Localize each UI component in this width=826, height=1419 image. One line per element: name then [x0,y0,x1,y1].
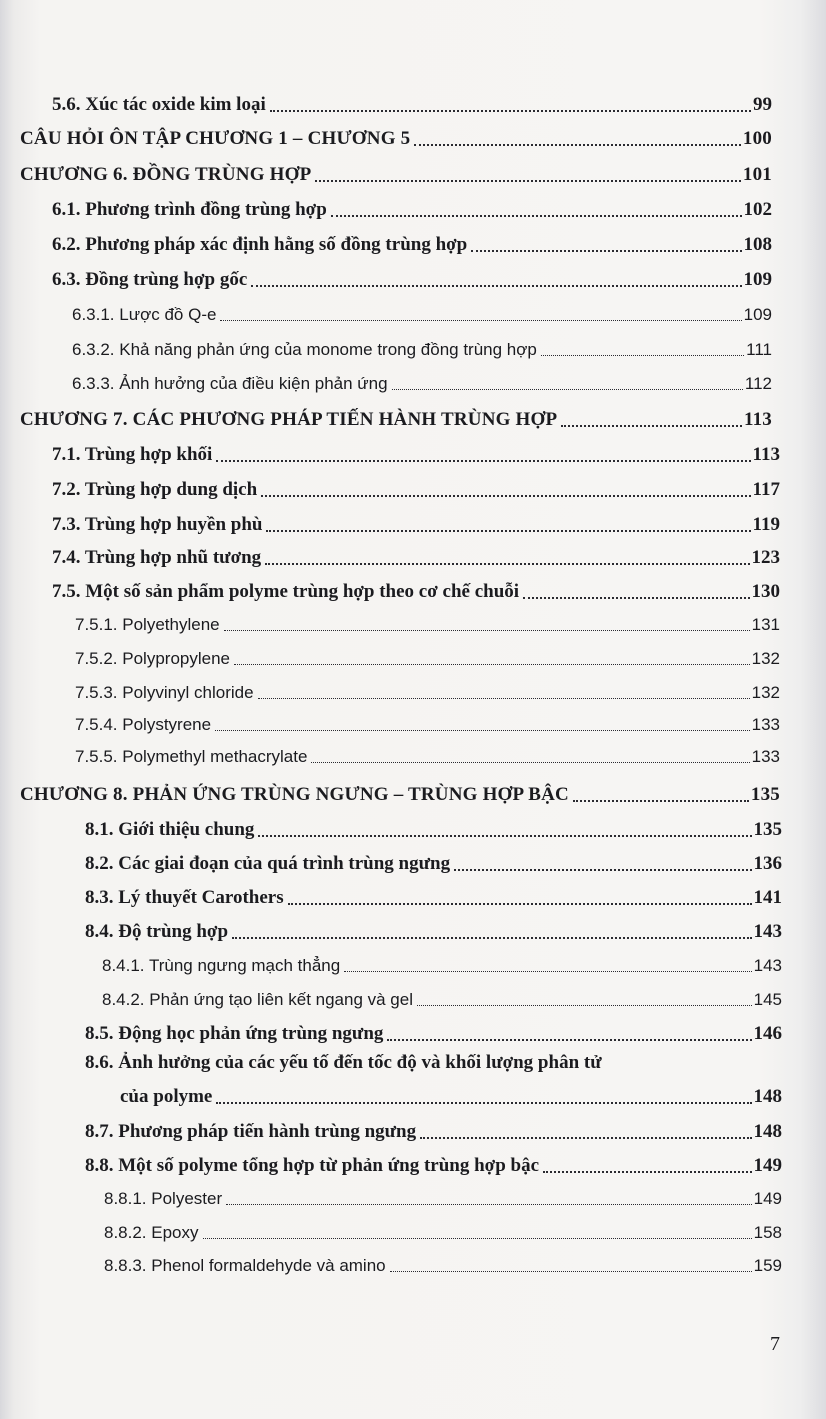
toc-entry-label: 8.2. Các giai đoạn của quá trình trùng ngưng [85,853,451,874]
toc-entry[interactable] [85,881,782,909]
toc-entry[interactable] [52,438,780,466]
toc-entry-page: 141 [753,887,782,908]
toc-entry[interactable] [75,642,780,670]
leader-dots [331,203,742,217]
leader-dots [390,1259,752,1272]
toc-entry-label: 6.3.3. Ảnh hưởng của điều kiện phản ứng [72,374,388,393]
toc-entry-label: 8.8. Một số polyme tổng hợp từ phản ứng trùng hợp bậc [85,1155,540,1176]
toc-entry[interactable] [52,88,772,116]
toc-entry-page: 136 [753,853,782,874]
toc-entry-page: 130 [751,581,780,602]
toc-entry-label: 7.5.5. Polymethyl methacrylate [75,747,308,766]
toc-entry-page: 100 [742,128,772,149]
leader-dots [270,98,751,112]
toc-entry-label: 7.5. Một số sản phẩm polyme trùng hợp theo cơ chế chuỗi [52,581,520,602]
leader-dots [392,377,743,390]
leader-dots [543,1159,751,1173]
toc-entry[interactable] [75,676,780,704]
toc-entry-label: 8.8.2. Epoxy [104,1223,199,1242]
leader-dots [266,518,750,532]
leader-dots [215,718,750,731]
toc-entry[interactable] [75,608,780,636]
leader-dots [288,891,752,905]
toc-entry-page: 132 [751,683,780,702]
leader-dots [420,1125,751,1139]
toc-entry-page: 158 [753,1223,782,1242]
toc-entry-label: 6.3.1. Lược đồ Q-e [72,305,217,324]
toc-entry[interactable] [75,740,780,768]
toc-entry[interactable] [20,403,772,431]
toc-entry-label: của polyme [120,1086,213,1107]
leader-dots [234,652,750,665]
toc-entry-label: 6.1. Phương trình đồng trùng hợp [52,199,327,220]
leader-dots [203,1226,752,1239]
toc-entry-label: 8.1. Giới thiệu chung [85,819,255,840]
toc-entry[interactable] [52,193,772,221]
leader-dots [541,343,744,356]
toc-entry-label: 8.3. Lý thuyết Carothers [85,887,284,908]
toc-entry-page: 102 [743,199,772,220]
toc-entry[interactable] [104,1216,782,1244]
toc-entry-page: 149 [753,1155,782,1176]
page-number: 7 [770,1333,780,1355]
leader-dots [573,788,749,802]
toc-entry[interactable] [102,983,782,1011]
toc-entry[interactable] [85,813,782,841]
toc-entry[interactable] [102,949,782,977]
leader-dots [216,1090,751,1104]
toc-entry-page: 159 [753,1256,782,1275]
toc-entry-label: 7.5.4. Polystyrene [75,715,212,734]
toc-entry[interactable] [72,333,772,361]
toc-entry-page: 111 [746,340,772,359]
toc-entry[interactable] [85,847,782,875]
toc-entry-page: 145 [753,990,782,1009]
leader-dots [232,925,751,939]
toc-entry-page: 109 [743,305,772,324]
toc-entry[interactable] [85,1115,782,1143]
leader-dots [414,132,741,146]
toc-entry-label: 7.3. Trùng hợp huyền phù [52,514,263,535]
toc-entry-label: 7.1. Trùng hợp khối [52,444,213,465]
toc-entry[interactable] [52,263,772,291]
toc-entry-label: 7.5.2. Polypropylene [75,649,230,668]
toc-entry[interactable] [72,298,772,326]
toc-entry-page: 146 [753,1023,782,1044]
leader-dots [265,551,749,565]
toc-entry-label: 7.2. Trùng hợp dung dịch [52,479,258,500]
toc-entry-label: CÂU HỎI ÔN TẬP CHƯƠNG 1 – CHƯƠNG 5 [20,128,411,149]
leader-dots [344,959,751,972]
toc-entry[interactable] [75,708,780,736]
toc-entry-label: 8.8.3. Phenol formaldehyde và amino [104,1256,386,1275]
toc-entry-label: 7.5.3. Polyvinyl chloride [75,683,254,702]
toc-entry-label: 6.2. Phương pháp xác định hằng số đồng trùng hợp [52,234,468,255]
toc-entry-page: 132 [751,649,780,668]
leader-dots [261,483,750,497]
toc-entry[interactable] [85,1149,782,1177]
toc-entry[interactable] [52,575,780,603]
leader-dots [454,857,751,871]
toc-entry-label: 8.7. Phương pháp tiến hành trùng ngưng [85,1121,417,1142]
toc-entry[interactable] [52,508,780,536]
toc-entry[interactable] [85,1017,782,1045]
toc-entry-label-line1: 8.6. Ảnh hưởng của các yếu tố đến tốc độ và khối lượng phân tử [85,1052,602,1073]
toc-entry-page: 131 [751,615,780,634]
toc-entry-label: 8.4.1. Trùng ngưng mạch thẳng [102,956,341,975]
toc-entry[interactable] [52,228,772,256]
toc-entry-page: 109 [743,269,772,290]
leader-dots [258,823,751,837]
leader-dots [258,686,750,699]
toc-entry-page: 99 [753,94,772,115]
toc-entry-page: 135 [750,784,780,805]
leader-dots [216,448,750,462]
leader-dots [220,308,741,321]
toc-entry[interactable] [85,915,782,943]
toc-entry[interactable] [104,1249,782,1277]
toc-entry[interactable] [120,1080,782,1108]
toc-entry-page: 101 [742,164,772,185]
toc-entry-page: 112 [744,374,772,393]
leader-dots [561,413,742,427]
toc-entry-label: 6.3. Đồng trùng hợp gốc [52,269,248,290]
toc-entry-label: 7.4. Trùng hợp nhũ tương [52,547,262,568]
leader-dots [387,1027,751,1041]
leader-dots [417,993,752,1006]
toc-entry[interactable] [72,367,772,395]
toc-entry[interactable] [20,778,780,806]
toc-entry-label: 7.5.1. Polyethylene [75,615,220,634]
toc-entry[interactable] [20,122,772,150]
leader-dots [311,750,749,763]
toc-entry-page: 113 [752,444,780,465]
leader-dots [226,1192,752,1205]
toc-entry-page: 133 [751,747,780,766]
toc-entry-page: 119 [752,514,780,535]
leader-dots [471,238,741,252]
toc-entry-label: 8.5. Động học phản ứng trùng ngưng [85,1023,384,1044]
toc-entry[interactable] [52,541,780,569]
toc-entry[interactable] [104,1182,782,1210]
toc-entry-label: CHƯƠNG 6. ĐỒNG TRÙNG HỢP [20,164,312,185]
toc-entry[interactable] [52,473,780,501]
toc-entry-page: 117 [752,479,780,500]
toc-entry-page: 108 [743,234,772,255]
toc-entry-page: 143 [753,921,782,942]
toc-entry-label: CHƯƠNG 7. CÁC PHƯƠNG PHÁP TIẾN HÀNH TRÙNG HỢP [20,409,558,430]
leader-dots [251,273,741,287]
toc-entry-label: 8.4.2. Phản ứng tạo liên kết ngang và gel [102,990,413,1009]
toc-entry-label: 8.8.1. Polyester [104,1189,223,1208]
toc-entry[interactable] [20,158,772,186]
toc-entry-label: 5.6. Xúc tác oxide kim loại [52,94,266,115]
toc-entry-page: 123 [751,547,780,568]
leader-dots [523,585,749,599]
toc-entry-page: 135 [753,819,782,840]
toc-entry-page: 149 [753,1189,782,1208]
leader-dots [224,618,750,631]
toc-entry-label: CHƯƠNG 8. PHẢN ỨNG TRÙNG NGƯNG – TRÙNG HỢP BẬC [20,784,569,805]
toc-entry-label: 6.3.2. Khả năng phản ứng của monome trong đồng trùng hợp [72,340,537,359]
leader-dots [315,168,741,182]
toc-entry-page: 133 [751,715,780,734]
toc-entry-page: 143 [753,956,782,975]
toc-entry-page: 148 [753,1086,782,1107]
toc-entry-label: 8.4. Độ trùng hợp [85,921,229,942]
toc-entry-page: 113 [743,409,772,430]
toc-entry-page: 148 [753,1121,782,1142]
